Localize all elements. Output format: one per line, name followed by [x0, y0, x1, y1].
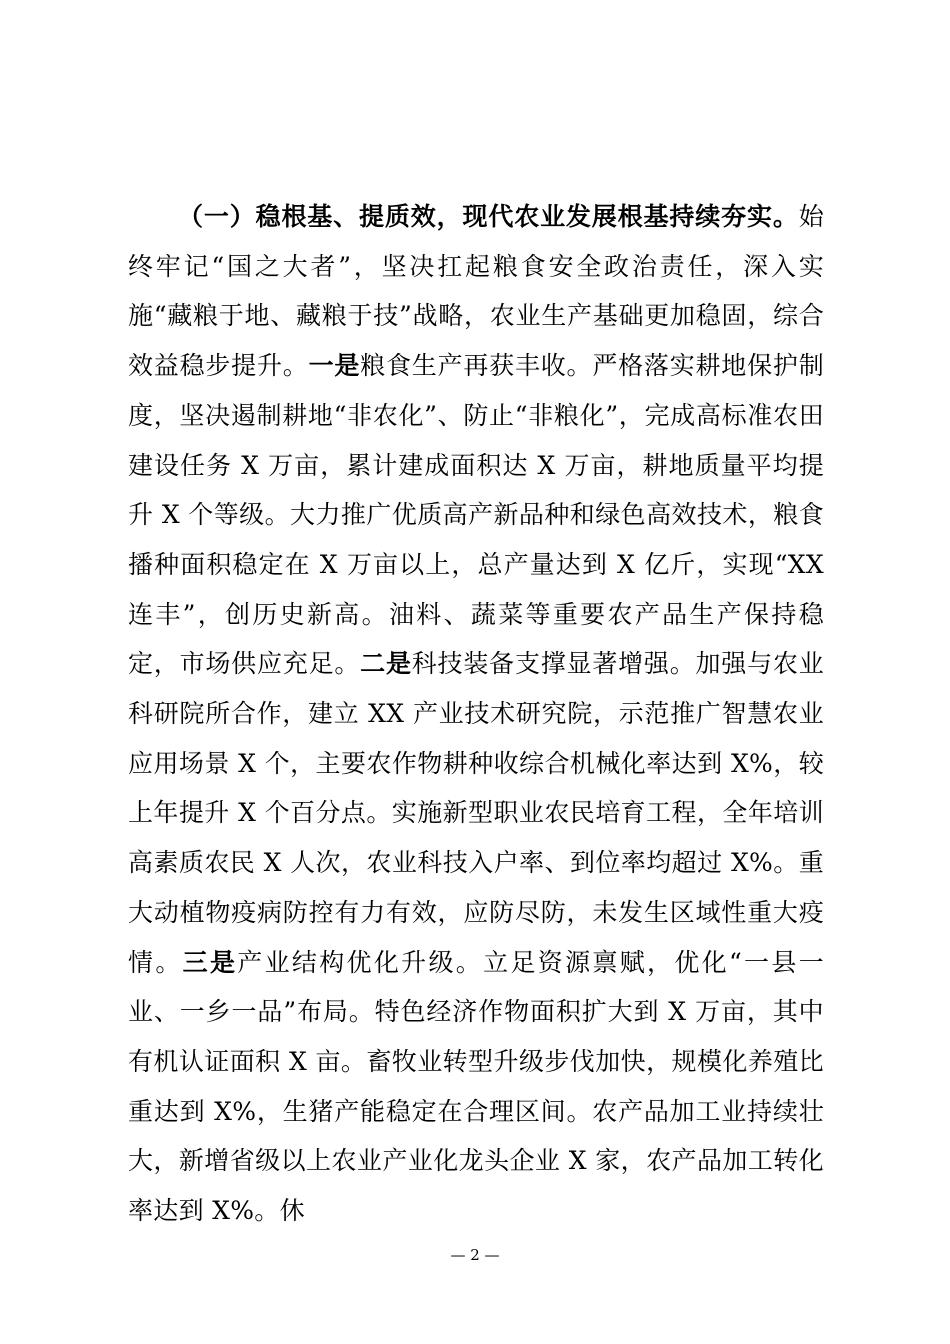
- point-1-label: 一是: [308, 351, 361, 381]
- point-3-text: 产业结构优化升级。立足资源禀赋，优化“一县一业、一乡一品”布局。特色经济作物面积扩大到 X 万亩，其中有机认证面积 X 亩。畜牧业转型升级步伐加快，规模化养殖比重达到 X%，生猪产能稳定在合理区间。农产品加工业持续壮大，新增省级以上农业产业化龙头企业 X 家，农产品加工转化率达到 X%。休: [128, 947, 824, 1226]
- body-paragraph: [128, 192, 824, 1236]
- point-2-label: 二是: [360, 649, 412, 679]
- point-1-text: 粮食生产再获丰收。严格落实耕地保护制度，坚决遏制耕地“非农化”、防止“非粮化”，完成高标准农田建设任务 X 万亩，累计建成面积达 X 万亩，耕地质量平均提升 X 个等级。大力推广优质高产新品种和绿色高效技术，粮食播种面积稳定在 X 万亩以上，总产量达到 X 亿斤，实现“XX 连丰”，创历史新高。油料、蔬菜等重要农产品生产保持稳定，市场供应充足。: [128, 351, 824, 679]
- page-number: — 2 —: [450, 1246, 500, 1264]
- intro-text: 始终牢记“国之大者”，坚决扛起粮食安全政治责任，深入实施“藏粮于地、藏粮于技”战略，农业生产基础更加稳固，综合效益稳步提升。: [128, 202, 824, 381]
- section-heading: （一）稳根基、提质效，现代农业发展根基持续夯实。: [178, 202, 799, 231]
- point-2-text: 科技装备支撑显著增强。加强与农业科研院所合作，建立 XX 产业技术研究院，示范推广智慧农业应用场景 X 个，主要农作物耕种收综合机械化率达到 X%，较上年提升 X 个百分点。实施新型职业农民培育工程，全年培训高素质农民 X 人次，农业科技入户率、到位率均超过 X%。重大动植物疫病防控有力有效，应防尽防，未发生区域性重大疫情。: [128, 649, 824, 977]
- point-3-label: 三是: [182, 947, 238, 977]
